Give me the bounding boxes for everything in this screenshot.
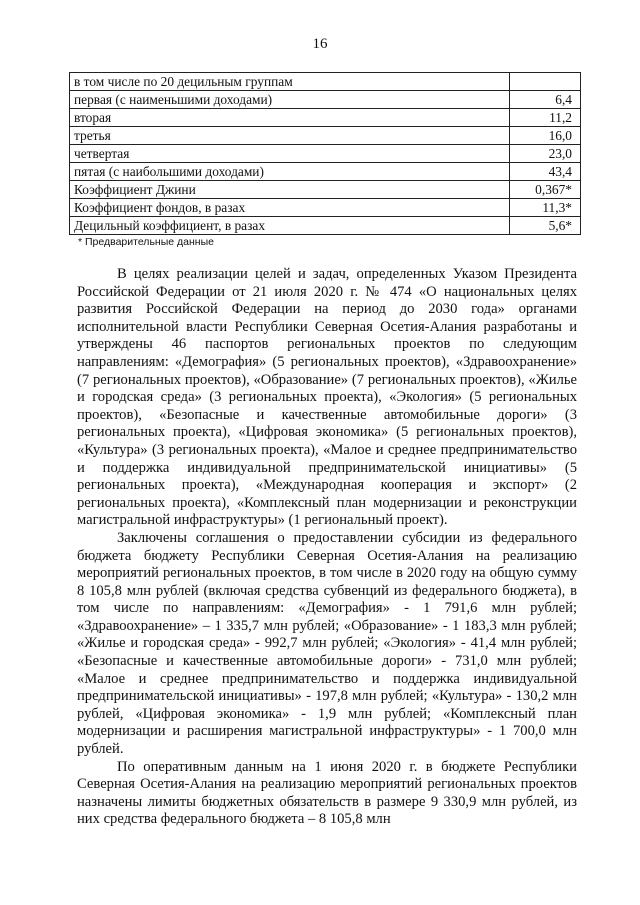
row-label: Коэффициент Джини (70, 181, 510, 199)
income-distribution-table (69, 72, 581, 235)
row-value: 16,0 (510, 127, 581, 145)
paragraph-regional-projects: В целях реализации целей и задач, определенных Указом Президента Российской Федерации от 21 июля 2020 г. № 474 «О национальных целях развития Российской Федерации на период до 2030 года» органами исполнительной власти Республики Северная Осетия-Алания разработаны и утверждены 46 паспортов региональных проектов по следующим направлениям: «Демография» (5 региональных проектов), «Здравоохранение» (7 региональных проектов), «Образование» (7 региональных проектов), «Жилье и городская среда» (3 региональных проекта), «Экология» (5 региональных проектов), «Безопасные и качественные автомобильные дороги» (3 региональных проекта), «Цифровая экономика» (5 региональных проектов), «Культура» (3 региональных проекта), «Малое и среднее предпринимательство и поддержка индивидуальной предпринимательской инициативы» (5 региональных проекта), «Международная кооперация и экспорт» (2 региональных проекта), «Комплексный план модернизации и реконструкции магистральной инфраструктуры» (1 региональный проект). (77, 266, 577, 529)
table-row (70, 163, 581, 181)
table-row (70, 109, 581, 127)
row-value: 43,4 (510, 163, 581, 181)
row-label: Децильный коэффициент, в разах (70, 217, 510, 235)
row-label: четвертая (70, 145, 510, 163)
paragraph-subsidy-agreements: Заключены соглашения о предоставлении субсидии из федерального бюджета бюджету Республики Северная Осетия-Алания на реализацию мероприятий региональных проектов, в том числе в 2020 году на общую сумму 8 105,8 млн рублей (включая средства субвенций из федерального бюджета), в том числе по направлениям: «Демография» - 1 791,6 млн рублей; «Здравоохранение» – 1 335,7 млн рублей; «Образование» - 1 183,3 млн рублей; «Жилье и городская среда» - 992,7 млн рублей; «Экология» - 41,4 млн рублей; «Безопасные и качественные автомобильные дороги» - 731,0 млн рублей; «Малое и среднее предпринимательство и поддержка индивидуальной предпринимательской инициативы» - 197,8 млн рублей; «Культура» - 130,2 млн рублей, «Цифровая экономика» - 1,9 млн рублей; «Комплексный план модернизации и расширения магистральной инфраструктуры» - 1 700,0 млн рублей. (77, 529, 577, 758)
body-text (77, 266, 577, 829)
row-value: 5,6* (510, 217, 581, 235)
table-row (70, 73, 581, 91)
paragraph-budget-limits: По оперативным данным на 1 июня 2020 г. в бюджете Республики Северная Осетия-Алания на реализацию мероприятий региональных проектов назначены лимиты бюджетных обязательств в размере 9 330,9 млн рублей, из них средства федерального бюджета – 8 105,8 млн (77, 758, 577, 828)
row-value: 11,2 (510, 109, 581, 127)
row-label: пятая (с наибольшими доходами) (70, 163, 510, 181)
table-row (70, 127, 581, 145)
row-value: 11,3* (510, 199, 581, 217)
table-row (70, 91, 581, 109)
table-row (70, 181, 581, 199)
row-value: 6,4 (510, 91, 581, 109)
table-row (70, 145, 581, 163)
table-footnote: * Предварительные данные (78, 236, 214, 248)
row-label: первая (с наименьшими доходами) (70, 91, 510, 109)
row-label: Коэффициент фондов, в разах (70, 199, 510, 217)
row-value: 23,0 (510, 145, 581, 163)
table-row (70, 199, 581, 217)
row-label: в том числе по 20 децильным группам (70, 73, 510, 91)
row-value (510, 73, 581, 91)
row-label: третья (70, 127, 510, 145)
row-value: 0,367* (510, 181, 581, 199)
page-number: 16 (312, 36, 328, 52)
row-label: вторая (70, 109, 510, 127)
table-row (70, 217, 581, 235)
